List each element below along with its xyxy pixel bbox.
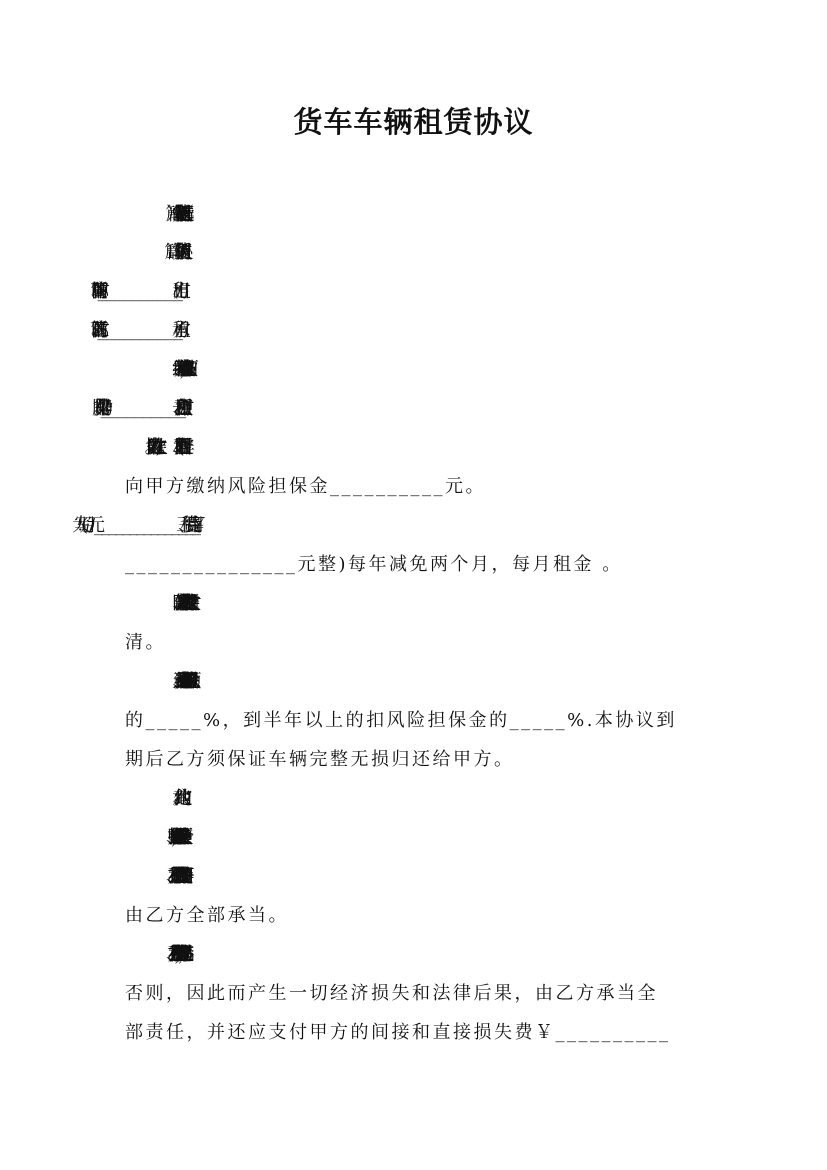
clause-3-line xyxy=(176,511,756,537)
clause-1-line xyxy=(172,394,752,420)
lessor-line xyxy=(172,277,752,303)
clause-6-heading: 六、其他约定： xyxy=(172,788,176,809)
lessee-line xyxy=(172,316,752,342)
clause-5-continuation: 的_____%，到半年以上的扣风险担保金的_____%.本协议到 xyxy=(125,710,677,731)
clause-3-continuation: _______________元整)每年减免两个月，每月租金 。 xyxy=(125,554,623,575)
clause-5-line: 五、违约责任：乙方租用不到半年的扣风险担保金总额 xyxy=(172,671,184,692)
clause-5-continuation-2: 期后乙方须保证车辆完整无损归还给甲方。 xyxy=(125,749,515,770)
clause-2-line xyxy=(172,433,752,459)
section-heading xyxy=(172,238,752,264)
intro-line: 经甲乙双方平等协商达成本协议，条款如下： xyxy=(172,359,182,380)
clause-6-item-3-continuation: 否则，因此而产生一切经济损失和法律后果，由乙方承当全 xyxy=(125,983,658,1004)
clause-6-item-3: 3、乙方在租赁期内所承运的各种物资，无国家违禁品， xyxy=(172,944,178,965)
clause-6-item-3-continuation-2: 部责任，并还应支付甲方的间接和直接损失费￥__________ xyxy=(125,1022,671,1043)
clause-6-item-1: 1、甲方提供出租车辆，行车的相关手续必须齐全。 xyxy=(172,827,177,848)
clause-6-item-2-continuation: 由乙方全部承当。 xyxy=(125,905,289,926)
clause-4-line: 四、付款方式：乙方在接收车辆时以现金方式一次性付 xyxy=(172,593,184,614)
clause-4-continuation: 清。 xyxy=(125,632,166,653)
clause-6-item-2: 2、乙方在租赁期内的一切油耗、修理费及相关费用等 xyxy=(172,866,178,887)
clause-2-continuation: 向甲方缴纳风险担保金__________元。 xyxy=(125,476,486,497)
subtitle-line xyxy=(172,200,752,226)
document-title: 货车车辆租赁协议 xyxy=(293,105,534,139)
